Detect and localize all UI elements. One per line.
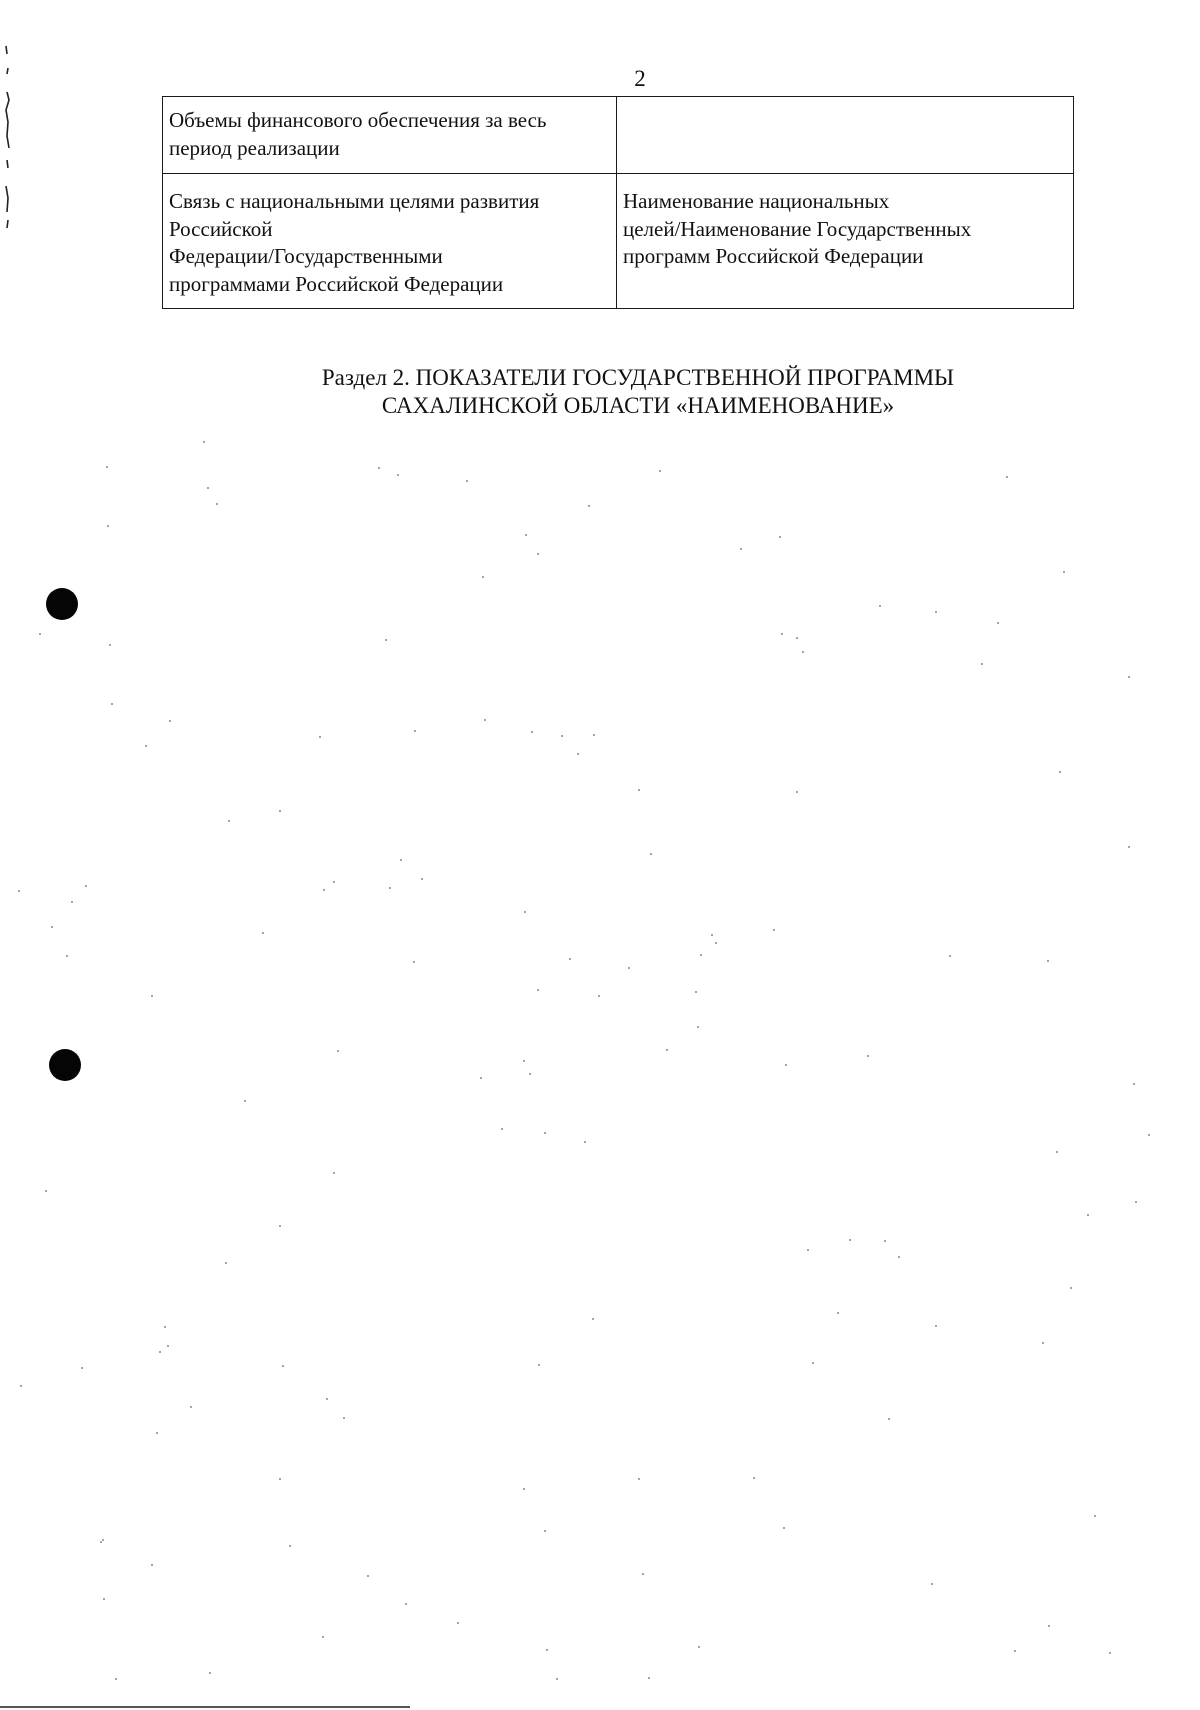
scan-speckle: [203, 441, 205, 443]
scan-speckle: [100, 1541, 102, 1543]
scan-speckle: [151, 995, 153, 997]
scan-speckle: [466, 480, 468, 482]
scan-speckle: [51, 926, 53, 928]
scan-speckle: [322, 1636, 324, 1638]
scan-speckle: [389, 887, 391, 889]
scan-speckle: [812, 1362, 814, 1364]
scan-speckle: [785, 1064, 787, 1066]
scan-speckle: [698, 1646, 700, 1648]
scan-speckle: [1128, 846, 1130, 848]
scan-speckle: [529, 1073, 531, 1075]
scan-speckle: [45, 1190, 47, 1192]
scan-speckle: [145, 745, 147, 747]
scan-speckle: [244, 1100, 246, 1102]
scan-speckle: [796, 791, 798, 793]
scan-speckle: [659, 470, 661, 472]
scan-speckle: [85, 885, 87, 887]
label-line: Связь с национальными целями развития: [169, 189, 540, 213]
scan-speckle: [949, 955, 951, 957]
scan-speckle: [111, 703, 113, 705]
scan-speckle: [879, 605, 881, 607]
scan-speckle: [169, 720, 171, 722]
scan-speckle: [781, 633, 783, 635]
label-line: Российской: [169, 216, 273, 241]
scan-speckle: [1056, 1151, 1058, 1153]
scan-speckle: [216, 503, 218, 505]
scan-speckle: [151, 1564, 153, 1566]
section-2-heading: [238, 364, 1038, 420]
scan-speckle: [697, 1026, 699, 1028]
scan-speckle: [1135, 1201, 1137, 1203]
scan-speckle: [598, 995, 600, 997]
scan-speckle: [207, 487, 209, 489]
scan-speckle: [159, 1351, 161, 1353]
scan-speckle: [1063, 571, 1065, 573]
scan-speckle: [849, 1239, 851, 1241]
scan-speckle: [753, 1477, 755, 1479]
scan-speckle: [319, 736, 321, 738]
scan-speckle: [279, 810, 281, 812]
scan-speckle: [1014, 1650, 1016, 1652]
scan-speckle: [537, 553, 539, 555]
scan-speckle: [544, 1132, 546, 1134]
scan-speckle: [326, 1398, 328, 1400]
scan-speckle: [1042, 1342, 1044, 1344]
scan-speckle: [71, 901, 73, 903]
scan-speckle: [695, 991, 697, 993]
scan-speckle: [1109, 1652, 1111, 1654]
scan-speckle: [593, 734, 595, 736]
scan-speckle: [343, 1417, 345, 1419]
scan-speckle: [333, 1172, 335, 1174]
scan-speckle: [898, 1256, 900, 1258]
scan-speckle: [20, 1385, 22, 1387]
scan-speckle: [414, 730, 416, 732]
scan-speckle: [378, 467, 380, 469]
scan-speckle: [405, 1603, 407, 1605]
label-line: Федерации/Государственными: [169, 244, 443, 268]
scan-speckle: [931, 1583, 933, 1585]
scan-speckle: [385, 639, 387, 641]
value-line: Наименование национальных: [623, 189, 890, 213]
scan-speckle: [1047, 960, 1049, 962]
scan-speckle: [323, 889, 325, 891]
scan-speckle: [1006, 476, 1008, 478]
section-heading-line: Раздел 2. ПОКАЗАТЕЛИ ГОСУДАРСТВЕННОЙ ПРОГРАММЫ: [321, 365, 955, 390]
scan-speckle: [413, 961, 415, 963]
scan-speckle: [740, 548, 742, 550]
scan-speckle: [715, 942, 717, 944]
scan-speckle: [796, 637, 798, 639]
scan-speckle: [666, 1049, 668, 1051]
margin-scan-marks: [2, 40, 14, 230]
scan-speckle: [577, 753, 579, 755]
scan-speckle: [1070, 1287, 1072, 1289]
scan-speckle: [1059, 771, 1061, 773]
scan-speckle: [480, 1077, 482, 1079]
scan-speckle: [556, 1678, 558, 1680]
scan-speckle: [106, 466, 108, 468]
scan-speckle: [628, 967, 630, 969]
scan-speckle: [282, 1365, 284, 1367]
binder-hole: [49, 1049, 81, 1081]
scan-speckle: [642, 1573, 644, 1575]
scan-speckle: [457, 1622, 459, 1624]
value-line: программ Российской Федерации: [623, 244, 924, 268]
table-row: [163, 174, 1074, 309]
funding-volume-label: Объемы финансового обеспечения за весь период реализации: [163, 97, 617, 174]
scan-speckle: [421, 878, 423, 880]
scan-speckle: [546, 1649, 548, 1651]
scan-speckle: [538, 1364, 540, 1366]
scan-speckle: [167, 1345, 169, 1347]
scan-speckle: [164, 1326, 166, 1328]
page-bottom-rule: [0, 1706, 410, 1708]
scan-speckle: [279, 1225, 281, 1227]
scan-speckle: [779, 536, 781, 538]
scan-speckle: [39, 633, 41, 635]
scan-speckle: [588, 505, 590, 507]
scan-speckle: [638, 1478, 640, 1480]
scan-speckle: [837, 1312, 839, 1314]
scan-speckle: [109, 644, 111, 646]
scan-speckle: [981, 663, 983, 665]
scan-speckle: [561, 735, 563, 737]
scan-speckle: [648, 1677, 650, 1679]
scan-speckle: [773, 929, 775, 931]
scan-speckle: [638, 789, 640, 791]
scan-speckle: [279, 1478, 281, 1480]
scan-speckle: [1087, 1214, 1089, 1216]
scan-speckle: [333, 881, 335, 883]
scan-speckle: [867, 1055, 869, 1057]
scan-speckle: [209, 1672, 211, 1674]
funding-volume-value: [617, 97, 1074, 174]
scan-speckle: [400, 859, 402, 861]
scan-speckle: [650, 853, 652, 855]
scan-speckle: [262, 932, 264, 934]
scan-speckle: [103, 1598, 105, 1600]
scan-speckle: [523, 1060, 525, 1062]
label-line: программами Российской Федерации: [169, 271, 504, 296]
scan-speckle: [997, 622, 999, 624]
scan-speckle: [190, 1406, 192, 1408]
scan-speckle: [1094, 1515, 1096, 1517]
scan-speckle: [102, 1539, 104, 1541]
scan-speckle: [289, 1545, 291, 1547]
scan-speckle: [802, 651, 804, 653]
scan-speckle: [783, 1527, 785, 1529]
scan-speckle: [584, 1141, 586, 1143]
scan-speckle: [523, 1488, 525, 1490]
scan-speckle: [81, 1367, 83, 1369]
page-number: 2: [634, 66, 646, 91]
scan-speckle: [544, 1530, 546, 1532]
program-passport-table: [162, 96, 1074, 309]
scan-speckle: [592, 1318, 594, 1320]
scan-speckle: [700, 954, 702, 956]
scan-speckle: [1048, 1625, 1050, 1627]
scan-speckle: [18, 890, 20, 892]
scan-speckle: [807, 1249, 809, 1251]
scan-speckle: [569, 958, 571, 960]
scan-speckle: [1148, 1134, 1150, 1136]
scan-speckle: [484, 719, 486, 721]
scan-speckle: [935, 611, 937, 613]
scan-speckle: [107, 525, 109, 527]
scan-speckle: [525, 534, 527, 536]
scan-speckle: [482, 576, 484, 578]
scan-speckle: [115, 1678, 117, 1680]
scan-speckle: [1128, 676, 1130, 678]
table-row: [163, 97, 1074, 174]
scan-speckle: [501, 1128, 503, 1130]
binder-hole: [46, 588, 78, 620]
scan-speckle: [711, 934, 713, 936]
scan-speckle: [156, 1432, 158, 1434]
scan-speckle: [1133, 1083, 1135, 1085]
scan-speckle: [225, 1262, 227, 1264]
scan-speckle: [66, 955, 68, 957]
scan-speckle: [228, 820, 230, 822]
value-line: целей/Наименование Государственных: [623, 216, 972, 241]
scan-speckle: [537, 989, 539, 991]
national-goals-link-label: [163, 174, 617, 309]
national-goals-link-value: [617, 174, 1074, 309]
scan-speckle: [397, 474, 399, 476]
scan-speckle: [524, 911, 526, 913]
scan-speckle: [337, 1050, 339, 1052]
scan-speckle: [888, 1418, 890, 1420]
scan-speckle: [531, 731, 533, 733]
scan-speckle: [935, 1325, 937, 1327]
section-heading-line: САХАЛИНСКОЙ ОБЛАСТИ «НАИМЕНОВАНИЕ»: [381, 393, 895, 418]
scan-speckle: [367, 1575, 369, 1577]
scan-speckle: [884, 1240, 886, 1242]
